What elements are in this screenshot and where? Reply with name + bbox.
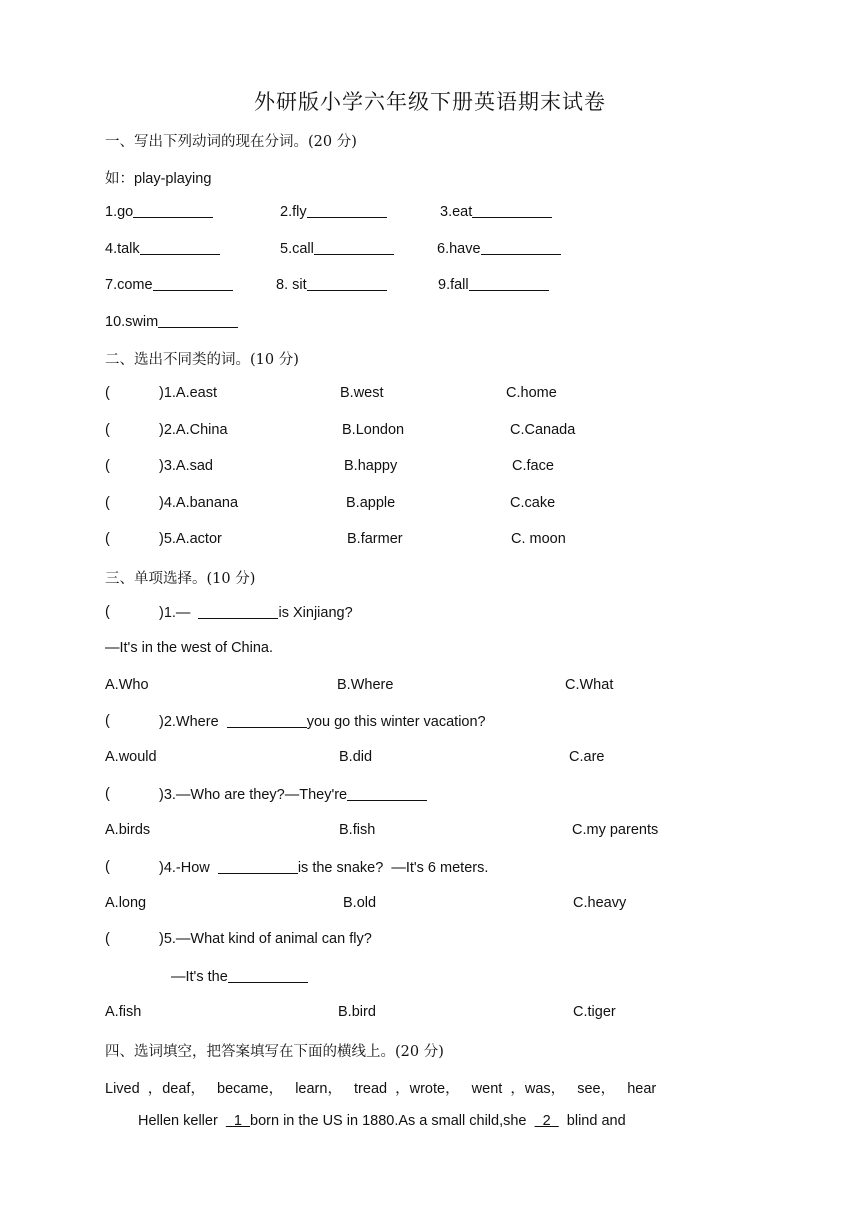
option-a: )1.A.east — [159, 385, 218, 401]
answer-blank[interactable] — [481, 240, 561, 255]
section2-heading: 二、选出不同类的词。(10 分) — [105, 352, 299, 368]
answer-blank[interactable] — [472, 203, 552, 218]
option-b: B.did — [339, 749, 373, 765]
section1-example: 如：play-playing — [105, 171, 212, 187]
option-b: B.bird — [338, 1004, 376, 1020]
question-text: )2.Where you go this winter vacation? — [159, 714, 486, 730]
verb-item: 8. sit — [276, 276, 387, 293]
answer-blank[interactable] — [469, 276, 549, 291]
option-a: A.fish — [105, 1004, 142, 1020]
answer-paren[interactable]: ( — [105, 531, 110, 547]
passage-blank-1[interactable]: 1 — [225, 1113, 251, 1129]
answer-paren[interactable]: ( — [105, 859, 110, 875]
verb-item: 2.fly — [280, 203, 387, 220]
verb-item: 3.eat — [440, 203, 552, 220]
answer-blank[interactable] — [153, 276, 233, 291]
option-a: A.would — [105, 749, 157, 765]
answer-paren[interactable]: ( — [105, 786, 110, 802]
answer-paren[interactable]: ( — [105, 713, 110, 729]
question-text: )1.— is Xinjiang? — [159, 605, 353, 621]
verb-item: 5.call — [280, 240, 394, 257]
option-a: A.Who — [105, 677, 149, 693]
passage-blank-2[interactable]: 2 — [534, 1113, 559, 1129]
question-answer-line: —It's in the west of China. — [105, 640, 273, 656]
option-b: B.apple — [346, 495, 396, 511]
answer-blank[interactable] — [158, 313, 238, 328]
verb-item: 9.fall — [438, 276, 549, 293]
option-b: B.Where — [337, 677, 394, 693]
answer-paren[interactable]: ( — [105, 422, 110, 438]
section3-heading: 三、单项选择。(10 分) — [105, 571, 256, 587]
verb-item: 1.go — [105, 203, 213, 220]
option-b: B.happy — [344, 458, 398, 474]
answer-blank[interactable] — [218, 859, 298, 874]
answer-paren[interactable]: ( — [105, 931, 110, 947]
option-c: C.home — [506, 385, 557, 401]
answer-blank[interactable] — [314, 240, 394, 255]
question-text: )3.—Who are they?—They're — [159, 786, 427, 803]
option-b: B.London — [342, 422, 405, 438]
option-a: )2.A.China — [159, 422, 228, 438]
answer-blank[interactable] — [228, 968, 308, 983]
answer-blank[interactable] — [133, 203, 213, 218]
option-a: )4.A.banana — [159, 495, 239, 511]
option-c: C.are — [569, 749, 605, 765]
answer-blank[interactable] — [347, 786, 427, 801]
verb-item: 6.have — [437, 240, 561, 257]
option-b: B.fish — [339, 822, 376, 838]
option-c: C.Canada — [510, 422, 576, 438]
question-text: )4.-How is the snake? —It's 6 meters. — [159, 860, 489, 876]
verb-item: 4.talk — [105, 240, 220, 257]
question-text: )5.—What kind of animal can fly? — [159, 931, 372, 947]
option-c: C. moon — [511, 531, 566, 547]
option-c: C.face — [512, 458, 554, 474]
verb-item: 7.come — [105, 276, 233, 293]
option-c: C.my parents — [572, 822, 659, 838]
answer-paren[interactable]: ( — [105, 495, 110, 511]
section1-heading: 一、写出下列动词的现在分词。(20 分) — [105, 134, 357, 150]
passage-line: Hellen keller 1 born in the US in 1880.As a small child,she 2 blind and — [138, 1113, 626, 1129]
answer-blank[interactable] — [198, 604, 278, 619]
answer-paren[interactable]: ( — [105, 385, 110, 401]
answer-blank[interactable] — [307, 203, 387, 218]
option-b: B.old — [343, 895, 377, 911]
answer-blank[interactable] — [140, 240, 220, 255]
option-c: C.tiger — [573, 1004, 616, 1020]
option-c: C.cake — [510, 495, 556, 511]
option-b: B.west — [340, 385, 384, 401]
exam-title: 外研版小学六年级下册英语期末试卷 — [254, 90, 606, 114]
option-c: C.heavy — [573, 895, 627, 911]
answer-blank[interactable] — [227, 713, 307, 728]
option-a: A.birds — [105, 822, 151, 838]
answer-blank[interactable] — [307, 276, 387, 291]
option-a: )3.A.sad — [159, 458, 213, 474]
answer-paren[interactable]: ( — [105, 458, 110, 474]
option-a: A.long — [105, 895, 147, 911]
option-a: )5.A.actor — [159, 531, 222, 547]
section4-heading: 四、选词填空，把答案填写在下面的横线上。(20 分) — [105, 1044, 444, 1060]
option-b: B.farmer — [347, 531, 403, 547]
option-c: C.What — [565, 677, 614, 693]
word-bank: Lived ，deaf， became， learn， tread ，wrote， went ，was， see， hear — [105, 1081, 657, 1097]
verb-item: 10.swim — [105, 313, 238, 330]
question-answer-line: —It's the — [171, 968, 308, 985]
answer-paren[interactable]: ( — [105, 604, 110, 620]
